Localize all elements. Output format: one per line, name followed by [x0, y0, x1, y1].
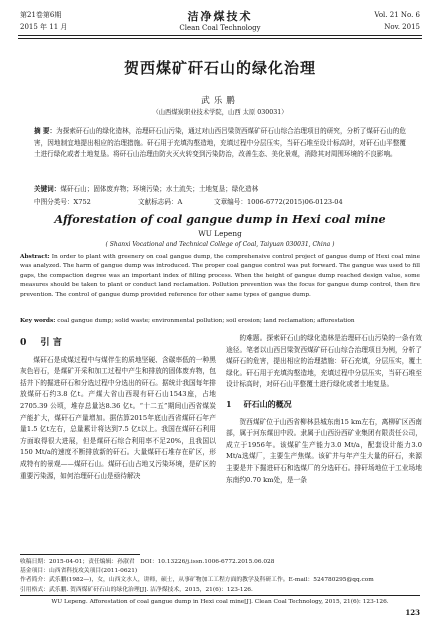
body-column-left: [20, 333, 216, 482]
body-column-right: [226, 333, 422, 486]
body-paragraph: 贺西煤矿位于山西省柳林县城东南15 km左右，离柳矿区西南部，属于河东煤田中段。隶属于山西汾西矿业集团有限责任公司，成立于1956年。该煤矿生产能力3.0 Mt/a，配套设计能力3.0 Mt/a选煤厂，主要生产焦煤。该矿井与年产生大量的矸石，来源主要是井下掘进矸石和选煤厂的分选矸石。排矸场地位于工业场地东南约0.70 km处，是一条: [226, 417, 422, 484]
clc-number: 中图分类号：X752: [34, 198, 91, 206]
footnote-block: [20, 558, 424, 595]
document-code: 文献标志码：A: [138, 198, 183, 206]
date-en: Nov. 2015: [384, 23, 420, 31]
section-title: 引 言: [40, 337, 62, 348]
running-header: [0, 0, 440, 40]
keywords-en-text: coal gangue dump; solid waste; environmental pollution; soil erosion; land reclamation; afforestation: [57, 318, 355, 324]
section-number: 1: [226, 398, 232, 409]
journal-name-cn: 洁净煤技术: [187, 10, 253, 23]
keywords-en: [20, 317, 420, 326]
section-heading-introduction: [20, 337, 216, 349]
date-cn: 2015 年 11 月: [20, 23, 68, 31]
keywords-en-label: Key words:: [20, 318, 56, 324]
affiliation-cn: （山西煤炭职业技术学院，山西 太原 030031）: [152, 109, 288, 116]
footnote-rule: [20, 554, 140, 555]
citation-en: WU Lepeng. Afforestation of coal gangue dump in Hexi coal mine[J]. Clean Coal Technology, 2015, 21(6): 123-126.: [51, 599, 389, 605]
fund-info: 基金项目：山西省科技攻关项目(2011-0621): [20, 568, 138, 575]
journal-name-en: Clean Coal Technology: [179, 24, 261, 32]
abstract-cn: [34, 126, 406, 161]
abstract-cn-text: 为探索矸石山的绿化造林，治理矸石山污染，通过对山西吕梁贺西煤矿矸石山综合治理项目的研究，分析了煤矸石山的危害，因地制宜地提出相应的治理措施。矸石用于充填沟壑造地，充填过程中分层压实，当矸石堆至设计标高时，对矸石山平整覆土进行绿化或者土地复垦。将矸石山治理由防火灭火转变到污染防治，改善生态、美化景观，消除其对周围环境的不良影响。: [34, 127, 406, 159]
abstract-en: [20, 253, 420, 300]
affiliation-en: ( Shanxi Vocational and Technical College of Coal, Taiyuan 030031, China ): [105, 241, 335, 248]
article-title-cn: 贺西煤矿矸石山的绿化治理: [123, 59, 316, 77]
section-title: 矸石山的概况: [243, 398, 292, 409]
header-rule-thin: [18, 38, 422, 39]
received-date: 收稿日期：2015-04-01；责任编辑：孙淑君: [20, 559, 135, 565]
volume-issue-cn: 第21卷第6期: [20, 11, 62, 19]
author-cn: 武乐鹏: [201, 96, 239, 106]
body-paragraph: 煤矸石是成煤过程中与煤伴生的质地坚硬、含碳率低的一种黑灰色岩石，是煤矿开采和加工过程中产生和排放的固体废弃物，包括井下的掘进矸石和分选过程中分选出的矸石。据统计我国每年排放煤矸石约3.8 亿t。产煤大省山西现有矸石山1543座，占地2705.39 公顷，堆存总量达8.36 亿t。“十二五”期间山西省煤炭产能扩大，煤矸石产量增加。据估算2015年底山西省煤矸石年产量1.5 亿t左右，总量累计将达到7.5 亿t以上。我国在煤矸石利用方面取得很大进展，但是煤矸石综合利用率不足20%，且我国以150 Mt/a的速度不断排放新的矸石。大量煤矸石堆存在矿区，形成特有的景观——煤矸石山。煤矸石山占地又污染环境，是矿区的重要污染源，如何治理矸石山是亟待解决: [20, 355, 216, 480]
keywords-cn-text: 煤矸石山；固体废弃物；环境污染；水土流失；土地复垦；绿化造林: [60, 185, 259, 193]
volume-issue-en: Vol. 21 No. 6: [374, 11, 420, 19]
article-number: 文章编号：1006-6772(2015)06-0123-04: [214, 198, 343, 206]
article-title-en: Afforestation of coal gangue dump in Hexi coal mine: [54, 212, 386, 226]
abstract-cn-label: 摘 要：: [34, 127, 57, 135]
body-paragraph: 的难题。探索矸石山的绿化造林是治理矸石山污染的一条有效途径。笔者以山西吕梁贺西煤矿矸石山综合治理项目为例，分析了煤矸石的危害，提出相应的治理措施：矸石充填，分层压实，覆土绿化。矸石用于充填沟壑造地，充填过程中分层压实，当矸石堆至设计标高时，对矸石山平整覆土进行绿化或者土地复垦。: [226, 334, 422, 389]
doi: DOI：10.13226/j.issn.1006-6772.2015.06.028: [140, 559, 275, 565]
citation-rule: [20, 595, 420, 596]
section-number: 0: [20, 337, 27, 348]
author-en: WU Lepeng: [198, 229, 242, 238]
section-heading-overview: [226, 399, 422, 411]
keywords-cn-label: 关键词：: [34, 185, 61, 193]
keywords-cn: [34, 184, 406, 194]
abstract-en-label: Abstract:: [20, 254, 50, 260]
author-bio: 作者简介：武乐鹏(1982—)，女，山西文水人，讲师，硕士，从事矿物加工工程方面的教学及科研工作。E-mail：524780295@qq.com: [20, 577, 374, 584]
citation-cn: 引用格式：武乐鹏. 贺西煤矿矸石山的绿化治理[J]. 洁净煤技术，2015，21(6)：123-126.: [20, 586, 253, 593]
page-number: 123: [405, 608, 420, 617]
header-rule-thick: [18, 35, 422, 36]
footnote-dates-doi: [20, 558, 424, 567]
abstract-en-text: In order to plant with greenery on coal gangue dump, the comprehensive control project of gangue dump of Hexi coal mine was analyzed. The harm of gangue dump was introduced. The proper coal gangue control was put forward. The gangue was used to fill gaps, the compaction degree was an important index of filling process. When the height of gangue dump reached design value, some measures should be taken to plant or conduct land reclamation. Pollution prevention was the focus for gangue dump control, then fire prevention. The control of gangue dump provided reference for other same types of gangue dump.: [20, 254, 420, 298]
